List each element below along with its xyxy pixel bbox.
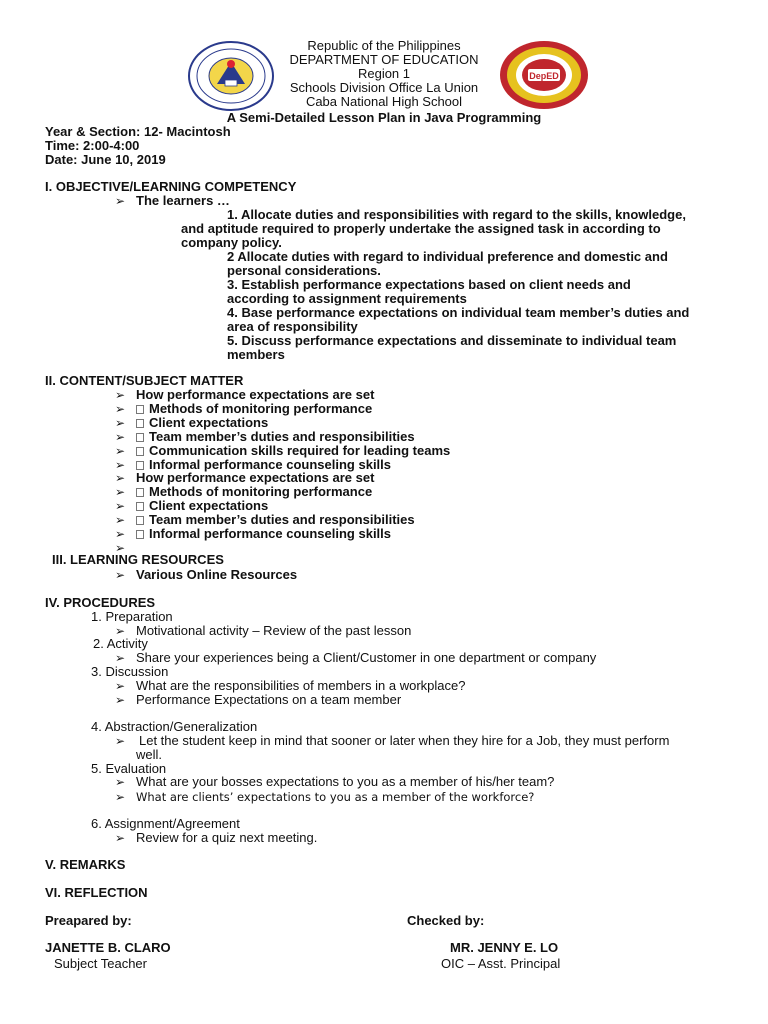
content-item: Team member’s duties and responsibilities [136,430,415,444]
content-item: Methods of monitoring performance [136,485,372,499]
objective-item-3-line-1: 3. Establish performance expectations based on client needs and [227,277,631,292]
arrow-bullet-icon: ➢ [115,416,126,430]
arrow-bullet-icon: ➢ [115,651,126,665]
checkbox-icon [136,433,144,442]
objective-item-4-line-2: area of responsibility [227,319,358,334]
procedures-heading: IV. PROCEDURES [45,595,156,610]
date: Date: June 10, 2019 [45,152,166,167]
objective-item-5-line-1: 5. Discuss performance expectations and disseminate to individual team [227,333,677,348]
objective-item-4-line-1: 4. Base performance expectations on individual team member’s duties and [227,305,690,320]
arrow-bullet-icon: ➢ [115,485,126,499]
svg-text:DepED: DepED [529,71,559,81]
document-title: A Semi-Detailed Lesson Plan in Java Programming [226,110,542,125]
checkbox-icon [136,447,144,456]
procedure-step-item: Share your experiences being a Client/Customer in one department or company [136,650,597,665]
time: Time: 2:00-4:00 [45,138,140,153]
arrow-bullet-icon: ➢ [115,679,126,693]
arrow-bullet-icon: ➢ [115,831,126,845]
prepared-by-role: Subject Teacher [54,956,147,971]
reflection-heading: VI. REFLECTION [45,885,148,900]
arrow-bullet-icon: ➢ [115,471,126,485]
objective-item-5-line-2: members [227,347,285,362]
checked-by-label: Checked by: [407,913,485,928]
checked-by-role: OIC – Asst. Principal [441,956,561,971]
header-line-region: Region 1 [357,66,411,81]
content-item: Team member’s duties and responsibilities [136,513,415,527]
checkbox-icon [136,488,144,497]
resources-heading: III. LEARNING RESOURCES [52,552,224,567]
year-section: Year & Section: 12- Macintosh [45,124,231,139]
procedure-step-label: 4. Abstraction/Generalization [91,719,258,734]
arrow-bullet-icon: ➢ [115,775,126,789]
arrow-bullet-icon: ➢ [115,194,126,208]
content-heading: II. CONTENT/SUBJECT MATTER [45,373,244,388]
arrow-bullet-icon: ➢ [115,527,126,541]
procedure-step-item: Motivational activity – Review of the past lesson [136,623,412,638]
procedure-step-label: 3. Discussion [91,664,169,679]
content-item: Methods of monitoring performance [136,402,372,416]
checkbox-icon [136,461,144,470]
arrow-bullet-icon: ➢ [115,513,126,527]
checkbox-icon [136,419,144,428]
procedure-step-label: 2. Activity [93,636,148,651]
arrow-bullet-icon: ➢ [115,430,126,444]
objective-item-2-line-1: 2 Allocate duties with regard to individual preference and domestic and [227,249,668,264]
objective-item-1-line-2: and aptitude required to properly undertake the assigned task in according to [181,221,661,236]
arrow-bullet-icon: ➢ [115,388,126,402]
checked-by-name: MR. JENNY E. LO [450,940,559,955]
objective-item-2-line-2: personal considerations. [227,263,381,278]
content-item: Client expectations [136,499,268,513]
procedure-step-label: 5. Evaluation [91,761,167,776]
header-line-school: Caba National High School [305,94,463,109]
remarks-heading: V. REMARKS [45,857,126,872]
procedure-step-item-continued: well. [136,747,163,762]
content-item: How performance expectations are set [136,387,375,402]
procedure-step-item: What are clients’ expectations to you as a member of the workforce? [136,790,535,804]
arrow-bullet-icon: ➢ [115,693,126,707]
procedure-step-item: What are your bosses expectations to you as a member of his/her team? [136,774,555,789]
header-line-republic: Republic of the Philippines [307,38,461,53]
content-item: Informal performance counseling skills [136,458,391,472]
arrow-bullet-icon: ➢ [115,568,126,582]
content-item: Client expectations [136,416,268,430]
arrow-bullet-icon: ➢ [115,499,126,513]
content-item: Communication skills required for leading teams [136,444,450,458]
checkbox-icon [136,502,144,511]
procedure-step-label: 1. Preparation [91,609,173,624]
arrow-bullet-icon: ➢ [115,734,126,748]
procedure-step-item: Performance Expectations on a team member [136,692,402,707]
procedure-step-item: Let the student keep in mind that sooner or later when they hire for a Job, they must perform [139,733,670,748]
learners-intro: The learners … [136,193,230,208]
arrow-bullet-icon: ➢ [115,624,126,638]
arrow-bullet-icon: ➢ [115,541,126,555]
arrow-bullet-icon: ➢ [115,790,126,804]
resource-item: Various Online Resources [136,567,298,582]
procedure-step-label: 6. Assignment/Agreement [91,816,240,831]
objective-item-1-line-3: company policy. [181,235,282,250]
header-line-division: Schools Division Office La Union [289,80,479,95]
arrow-bullet-icon: ➢ [115,444,126,458]
procedure-step-item: Review for a quiz next meeting. [136,830,318,845]
checkbox-icon [136,530,144,539]
content-item: How performance expectations are set [136,470,375,485]
checkbox-icon [136,516,144,525]
checkbox-icon [136,405,144,414]
arrow-bullet-icon: ➢ [115,458,126,472]
arrow-bullet-icon: ➢ [115,402,126,416]
header-line-department: DEPARTMENT OF EDUCATION [289,52,479,67]
objective-heading: I. OBJECTIVE/LEARNING COMPETENCY [45,179,297,194]
content-item: Informal performance counseling skills [136,527,391,541]
prepared-by-label: Preapared by: [45,913,132,928]
objective-item-3-line-2: according to assignment requirements [227,291,467,306]
objective-item-1-line-1: 1. Allocate duties and responsibilities with regard to the skills, knowledge, [227,207,686,222]
prepared-by-name: JANETTE B. CLARO [45,940,171,955]
procedure-step-item: What are the responsibilities of members in a workplace? [136,678,466,693]
